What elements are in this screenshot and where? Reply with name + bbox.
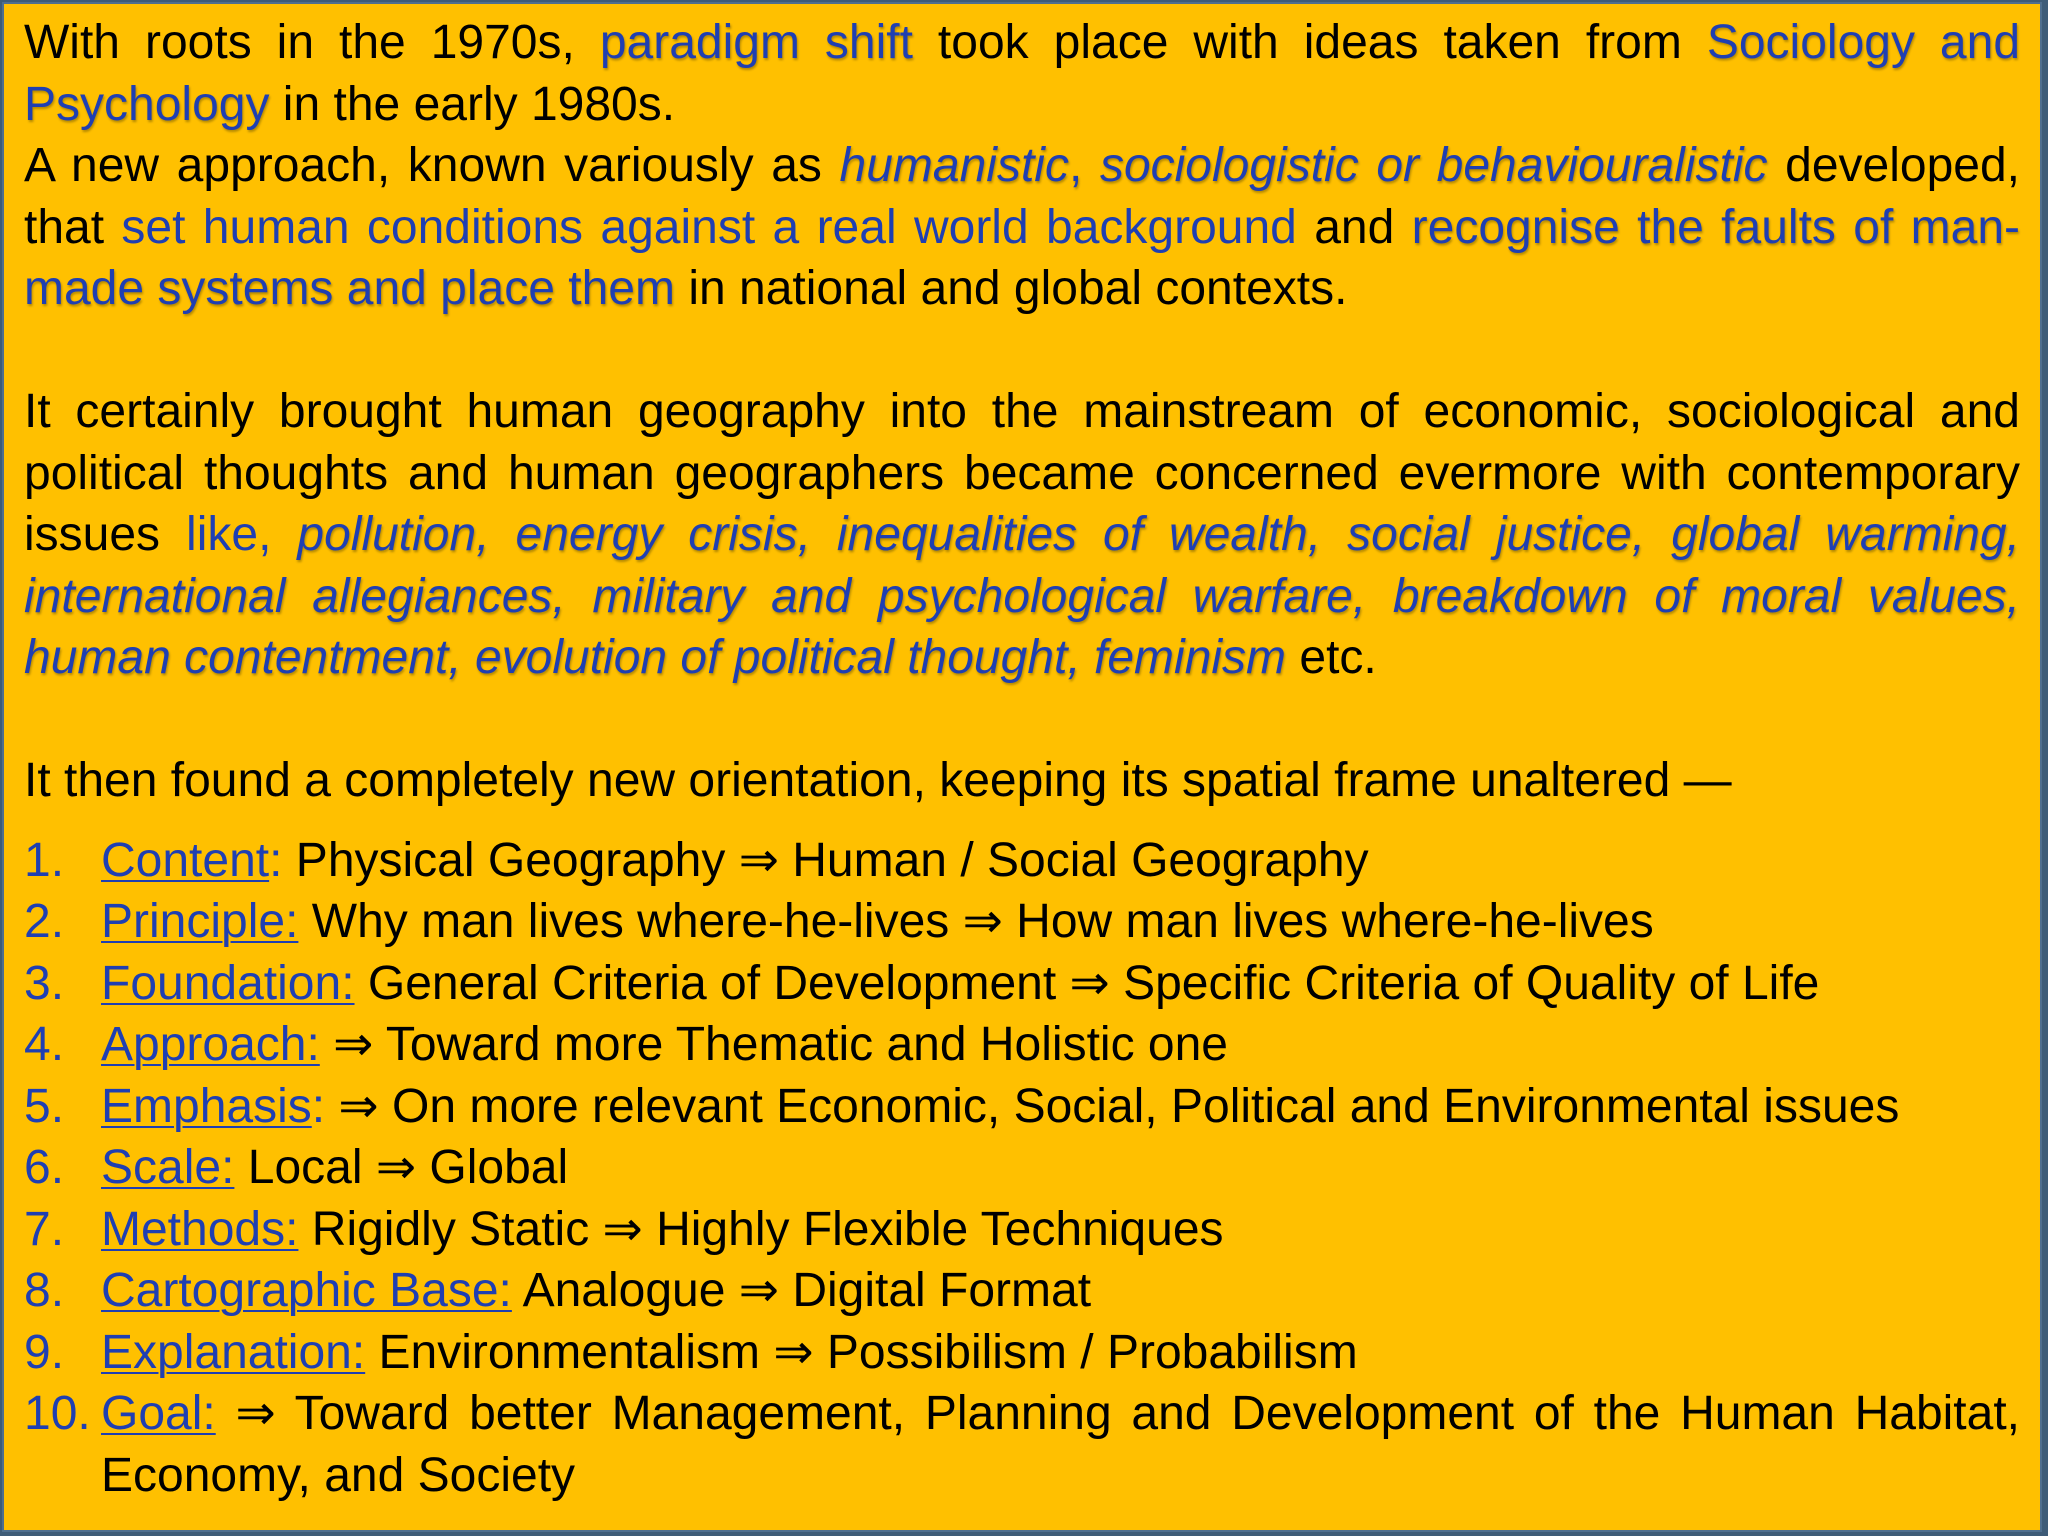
highlight-behaviouralistic: behaviouralistic: [1436, 139, 1768, 192]
list-item: 5. Emphasis: ⇒ On more relevant Economic, Social, Political and Environmental issues: [24, 1076, 2020, 1138]
list-item: 7. Methods: Rigidly Static ⇒ Highly Flexible Techniques: [24, 1199, 2020, 1261]
list-item: 1. Content: Physical Geography ⇒ Human / Social Geography: [24, 830, 2020, 892]
list-item: 6. Scale: Local ⇒ Global: [24, 1137, 2020, 1199]
paragraph-mainstream: It certainly brought human geography into the mainstream of economic, sociological and political thoughts and human geographers became concerned evermore with contemporary issues like, pollution, energy crisis, inequalities of wealth, social justice, global warming, international allegiances, military and psychological warfare, breakdown of moral values, human contentment, evolution of political thought, feminism etc.: [24, 385, 2021, 684]
list-item: 4. Approach: ⇒ Toward more Thematic and Holistic one: [24, 1014, 2020, 1076]
term-content: Content: [101, 833, 270, 887]
highlight-sociology-psychology: Sociology and Psychology: [24, 16, 2021, 131]
list-number: 8.: [24, 1264, 65, 1317]
term-foundation: Foundation:: [101, 956, 355, 1010]
list-number: 5.: [24, 1079, 65, 1133]
term-cartographic-base: Cartographic Base:: [101, 1264, 512, 1317]
highlight-contemporary-issues: pollution, energy crisis, inequalities of wealth, social justice, global warming, international allegiances, military and psychological warfare, breakdown of moral values, human contentment, evolution of political thought, feminism: [24, 508, 2021, 684]
highlight-humanistic: humanistic: [839, 139, 1069, 192]
list-number: 9.: [24, 1325, 65, 1379]
list-item: 9. Explanation: Environmentalism ⇒ Possibilism / Probabilism: [24, 1322, 2020, 1384]
list-item: 8. Cartographic Base: Analogue ⇒ Digital Format: [24, 1260, 2020, 1322]
slide: [2, 2, 2042, 1532]
paragraph-new-orientation: It then found a completely new orientation, keeping its spatial frame unaltered —: [24, 754, 1732, 807]
list-number: 1.: [24, 833, 65, 887]
orientation-list: [24, 830, 2020, 1507]
term-goal: Goal:: [101, 1387, 216, 1440]
list-item: 2. Principle: Why man lives where-he-lives ⇒ How man lives where-he-lives: [24, 891, 2020, 953]
term-approach: Approach:: [101, 1018, 320, 1071]
paragraph-new-approach: A new approach, known variously as humanistic, sociologistic or behaviouralistic developed, that set human conditions against a real world background and recognise the faults of man-made systems and place them in national and global contexts.: [24, 139, 2020, 315]
highlight-human-conditions: set human conditions against a real world background: [121, 200, 1297, 254]
term-explanation: Explanation:: [101, 1325, 366, 1379]
highlight-recognise-faults: recognise the faults of man-made systems and place them: [24, 200, 2020, 315]
highlight-sociologistic: sociologistic: [1099, 139, 1359, 192]
highlight-like: like,: [186, 508, 298, 561]
list-number: 2.: [24, 895, 65, 948]
list-number: 7.: [24, 1202, 65, 1256]
highlight-paradigm-shift: paradigm shift: [599, 16, 913, 69]
term-principle: Principle:: [101, 895, 299, 948]
term-emphasis: Emphasis: [101, 1079, 312, 1133]
list-number: 6.: [24, 1141, 65, 1194]
list-item: 3. Foundation: General Criteria of Development ⇒ Specific Criteria of Quality of Life: [24, 953, 2020, 1015]
list-item: 10. Goal: ⇒ Toward better Management, Planning and Development of the Human Habitat, Economy, and Society: [24, 1383, 2020, 1506]
list-number: 10.: [24, 1387, 91, 1440]
term-methods: Methods:: [101, 1202, 299, 1256]
term-scale: Scale:: [101, 1141, 235, 1194]
list-number: 3.: [24, 956, 65, 1010]
list-number: 4.: [24, 1018, 65, 1071]
paragraph-paradigm-shift: With roots in the 1970s, paradigm shift took place with ideas taken from Sociology and Psychology in the early 1980s.: [24, 16, 2021, 131]
